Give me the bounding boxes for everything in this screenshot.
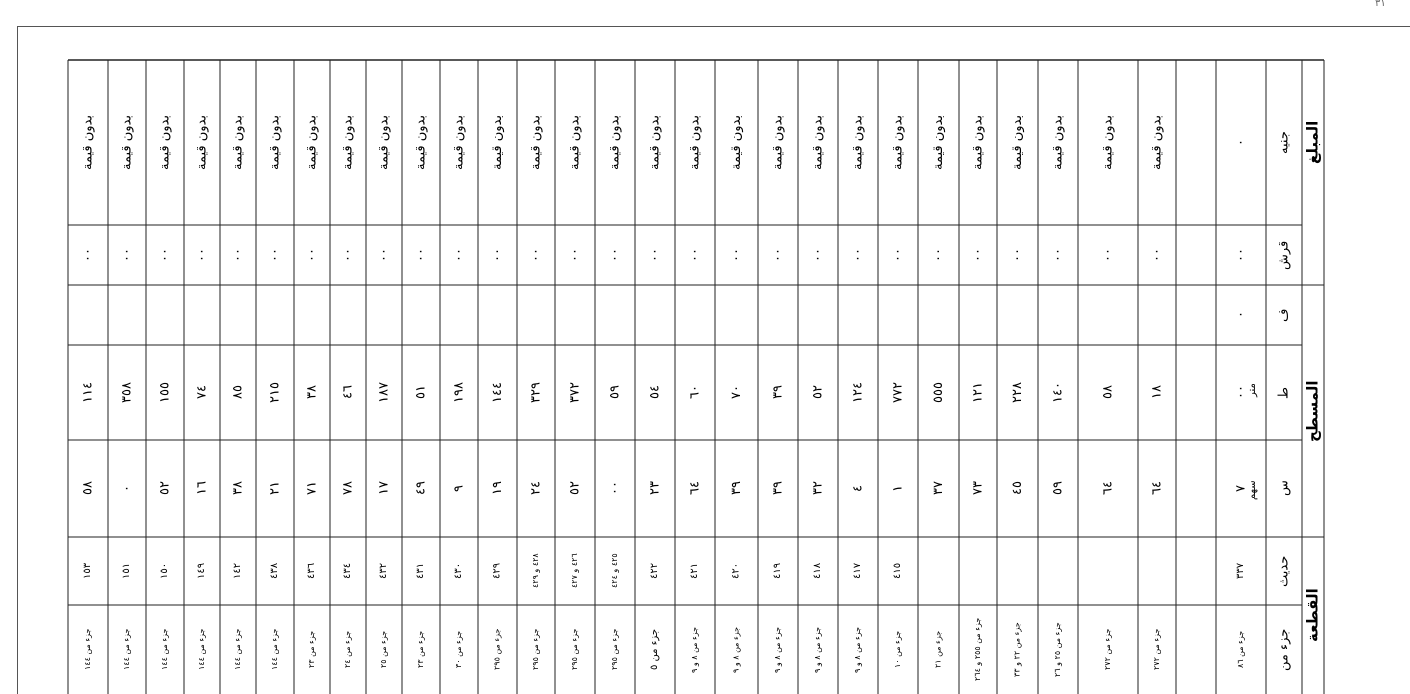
row-s: ٥٢ [157,481,173,496]
row-s: ٩ [451,485,467,492]
header-s: س [1276,480,1292,497]
row-s: ٦٤ [687,481,703,496]
row-qirsh: ٠٠ [607,248,623,262]
row-qirsh: ٠٠ [230,248,246,262]
row-qirsh: ٠٠ [810,248,826,262]
row-t: ٨٥ [230,385,246,400]
row-f [294,285,330,345]
row-pound: بدون قيمة [304,114,320,171]
row-f [635,285,675,345]
row-s: ٤٩ [413,481,429,496]
row-qirsh: ٠٠ [970,248,986,262]
row-new: ٤٢٦ و ٤٢٧ [570,553,579,589]
row-part-old: جزء من ٨ و ٩ [731,626,741,673]
row-new [997,537,1038,605]
row-part-old: جزء من ٥ [649,628,660,671]
row-qirsh: ٠٠ [1050,248,1066,262]
row-f [997,285,1038,345]
row-s: ٣٩ [729,481,744,496]
row-qirsh: ٠٠ [119,248,135,262]
row-pound: بدون قيمة [194,114,210,171]
row-t [1176,345,1216,440]
row-new: ٤٢٨ و ٤٢٩ [531,553,540,589]
header-new: حديث [1276,555,1292,587]
row-qirsh: ٠٠ [413,248,429,262]
row-qirsh: ٠٠ [80,248,96,262]
row-s: ٢٣ [647,481,663,496]
row-new: ٤٣٤ [342,562,353,580]
row-new [1176,537,1216,605]
row-new [1038,537,1078,605]
row-part-old: جزء من ٢٩٥ [531,628,540,671]
row-f [146,285,184,345]
row-pound: بدون قيمة [607,114,623,171]
row-f [402,285,440,345]
row-qirsh: ٠٠ [490,248,505,262]
row-qirsh: ٠٠ [376,248,392,262]
row-pound: بدون قيمة [376,114,392,171]
row-f [1138,285,1176,345]
row-new: ٤٣٠ [453,562,464,580]
row-pound: بدون قيمة [80,114,96,171]
row-s: ٠٠ [607,481,623,496]
row-s: ٥٩ [1050,481,1066,496]
row-f [1038,285,1078,345]
row-pound: بدون قيمة [850,114,866,171]
row-part-old: جزء من ٨ و ٩ [773,626,782,673]
row-pound: بدون قيمة [490,114,505,171]
row-pound: بدون قيمة [567,114,583,171]
header-f: ف [1276,308,1292,322]
row-pound: بدون قيمة [931,114,946,171]
row-f [1078,285,1138,345]
row-s: ٥٨ [80,481,96,496]
row-s: ٣٧ [931,481,946,496]
row-qirsh: ٠٠ [567,248,583,262]
header-pound: جنيه [1276,131,1292,154]
row-f [256,285,294,345]
page-mark: ٣١ [1375,0,1386,9]
row-new: ٤١٥ [892,562,903,580]
row-s: ١ [890,485,906,492]
row-new: ٤٢١ [689,562,700,580]
row-s: ٠ [119,485,135,492]
row-part-old: جزء من ٨٦ [1236,630,1245,669]
header-area: المسطح [1303,380,1322,442]
row-pound: بدون قيمة [119,114,135,171]
row-t: ٥٢ [810,385,826,400]
row-f [1176,285,1216,345]
row-pound: ٠ [1233,139,1249,146]
row-pound: بدون قيمة [267,114,283,171]
row-new: ٤٢٥ و ٤٢٤ [610,553,619,589]
row-pound: بدون قيمة [647,114,663,171]
row-new [1138,537,1176,605]
row-f [675,285,715,345]
row-pound: بدون قيمة [1050,114,1066,171]
row-f [758,285,798,345]
row-t: ١٢٤ [850,382,866,403]
row-part-old: جزء من ٢٥ و ٢٦ [1053,622,1062,677]
row-f [878,285,918,345]
row-part-old: جزء من ١٤٤ [122,628,131,671]
row-qirsh: ٠٠ [770,248,786,262]
row-f: ٠ [1233,311,1249,319]
row-qirsh: ٠٠ [451,248,467,262]
row-qirsh: ٠٠ [340,248,356,262]
row-qirsh [1176,225,1216,285]
row-f [555,285,595,345]
row-part-old: جزء من ٨ و ٩ [853,626,862,673]
row-t: ٣٩ [770,385,786,400]
row-part-old: جزء من ١٤٤ [160,628,169,671]
row-f [68,285,108,345]
row-new: ٤٣٢ [378,562,389,580]
row-t: ٥٥٥ [931,382,946,403]
row-new: ١٥٠ [159,562,170,580]
row-f [220,285,256,345]
row-t: ١٤٠ [1050,382,1066,403]
row-part-old: جزء من ٢١ [933,630,943,669]
row-f [366,285,402,345]
row-f [959,285,997,345]
row-pound: بدون قيمة [890,114,906,171]
row-pound: بدون قيمة [729,114,744,171]
row-t: ٧٧٢ [890,382,906,403]
row-s: ٢٤ [528,481,544,496]
row-t: ١٤٤ [490,382,505,403]
row-s: ٢١ [267,481,283,496]
row-s: ٣٩ [770,481,786,496]
row-f [838,285,878,345]
row-t: ٧٠ [729,385,744,400]
row-pound: بدون قيمة [340,114,356,171]
row-new: ٤٣٨ [269,562,280,580]
row-pound: بدون قيمة [230,114,246,171]
row-s: ٤٥ [1010,481,1025,496]
row-s: ٦٤ [1100,481,1116,496]
row-f [108,285,146,345]
row-t: ١٨٧ [376,382,392,403]
row-qirsh: ٠٠ [1233,248,1249,262]
row-s: ٧٨ [340,481,356,496]
row-s: ٣٢ [810,481,826,496]
row-pound: بدون قيمة [687,114,703,171]
row-qirsh: ٠٠ [1010,248,1025,262]
row-new [959,537,997,605]
row-part-old [1176,605,1216,694]
row-new [1078,537,1138,605]
row-t: ٢١٥ [267,382,283,403]
header-parcel: القطعة [1303,588,1322,643]
row-f [595,285,635,345]
row-qirsh: ٠٠ [647,248,663,262]
row-part-old: جزء من ٢٤ [343,630,352,669]
row-qirsh: ٠٠ [1149,248,1165,262]
row-part-old: جزء من ٢٥٥ و ٢٦٤ [973,617,982,682]
row-part-old: جزء من ٣٠ [454,630,463,669]
row-part-old: جزء من ٢٩٥ [570,628,579,671]
row-s: ١٦ [194,481,210,496]
row-qirsh: ٠٠ [931,248,946,262]
row-pound: بدون قيمة [770,114,786,171]
row-f [918,285,959,345]
row-new: ٤٣٦ [306,562,317,580]
header-t: ط [1276,386,1292,399]
row-t: ١٨ [1149,385,1165,400]
row-qirsh: ٠٠ [157,248,173,262]
unit-metr: متر [1247,383,1258,397]
row-new: ١٥٣ [82,562,93,580]
row-pound: بدون قيمة [157,114,173,171]
row-new: ٤٣١ [415,562,426,580]
row-part-old: جزء من ٢٩٥ [610,628,619,671]
row-qirsh: ٠٠ [194,248,210,262]
header-amount: المبلغ [1303,120,1322,165]
row-new: ١٤٩ [196,562,207,580]
row-new: ١٤٢ [232,562,243,580]
row-part-old: جزء من ٢٥ [379,630,388,669]
row-t: ٥٨ [1100,385,1116,400]
row-pound: بدون قيمة [810,114,826,171]
row-qirsh: ٠٠ [687,248,703,262]
unit-sahm: سهم [1247,480,1258,500]
row-t: ٥١ [413,385,429,400]
header-part-old: جزء من [1276,628,1292,671]
row-f [798,285,838,345]
row-part-old: جزء من ٢٩٥ [492,628,502,671]
row-qirsh: ٠٠ [304,248,320,262]
row-f [715,285,758,345]
row-f [440,285,478,345]
row-t: ٣٥٨ [119,382,135,403]
row-qirsh: ٠٠ [267,248,283,262]
row-part-old: جزء من ٢٣ [307,630,316,669]
row-t: ٣٧٢ [567,382,583,403]
row-qirsh: ٠٠ [850,248,866,262]
row-pound: بدون قيمة [528,114,544,171]
row-part-old: جزء من ١٠ [893,630,902,669]
row-new: ٣٣٧ [1235,562,1246,580]
row-part-old: جزء من ٢٣ [416,630,425,669]
row-s: ١٩ [490,481,505,496]
row-t: ١٥٥ [157,382,173,403]
row-s: ٧١ [304,481,320,496]
row-part-old: جزء من ٨ و ٩ [690,626,699,673]
row-s: ١٧ [376,481,392,496]
row-part-old: جزء من ٢٧٢ [1152,628,1161,671]
row-qirsh: ٠٠ [729,248,744,262]
row-part-old: جزء من ١٤٤ [233,628,242,671]
row-part-old: جزء من ١٤٤ [197,628,206,671]
row-qirsh: ٠٠ [890,248,906,262]
row-pound: بدون قيمة [970,114,986,171]
row-new: ٤٢٩ [491,562,503,580]
row-t: ٥٤ [647,385,663,400]
row-s: ٦٤ [1149,481,1165,496]
row-f [184,285,220,345]
row-s: ٧٣ [970,481,986,496]
row-t: ١١٤ [80,382,96,403]
row-part-old: جزء من ١٤٤ [83,628,92,671]
header-qirsh: قرش [1276,240,1292,270]
row-pound: بدون قيمة [413,114,429,171]
row-part-old: جزء من ٨ و ٩ [813,626,822,673]
row-t: ٢٢٨ [1010,382,1025,403]
row-s: ٣٨ [230,481,246,496]
row-part-old: جزء من ٢٢ و ٣٣ [1012,622,1022,677]
row-t: ٦٠ [687,385,703,400]
row-t: ٤٦ [340,385,356,400]
row-new: ٤١٧ [852,562,863,580]
row-t: ٠٠ [1233,385,1249,400]
row-new: ٤٢٠ [730,562,742,580]
row-s: ٥٢ [567,481,583,496]
row-qirsh: ٠٠ [1100,248,1116,262]
row-pound: بدون قيمة [451,114,467,171]
row-new: ٤١٩ [772,562,783,580]
row-pound [1176,60,1216,225]
row-pound: بدون قيمة [1100,114,1116,171]
row-f [478,285,517,345]
row-s: ٧ [1233,485,1249,492]
row-new: ٤١٨ [812,562,823,580]
row-pound: بدون قيمة [1149,114,1165,171]
row-t: ١٢١ [970,382,986,403]
row-t: ٧٤ [194,385,210,400]
row-f [330,285,366,345]
row-s [1176,440,1216,537]
row-new: ١٥١ [121,562,132,580]
row-qirsh: ٠٠ [528,248,544,262]
row-new [918,537,959,605]
row-new: ٤٢٢ [649,562,660,580]
row-t: ١٩٨ [451,382,467,403]
row-part-old: جزء من ٢٧٢ [1103,628,1112,671]
row-f [517,285,555,345]
row-t: ٥٩ [607,385,623,400]
row-s: ٤ [850,485,866,492]
row-part-old: جزء من ١٤٤ [270,628,279,671]
row-pound: بدون قيمة [1010,114,1025,171]
row-t: ٣٨ [304,385,320,400]
row-t: ٣٢٩ [528,382,544,403]
